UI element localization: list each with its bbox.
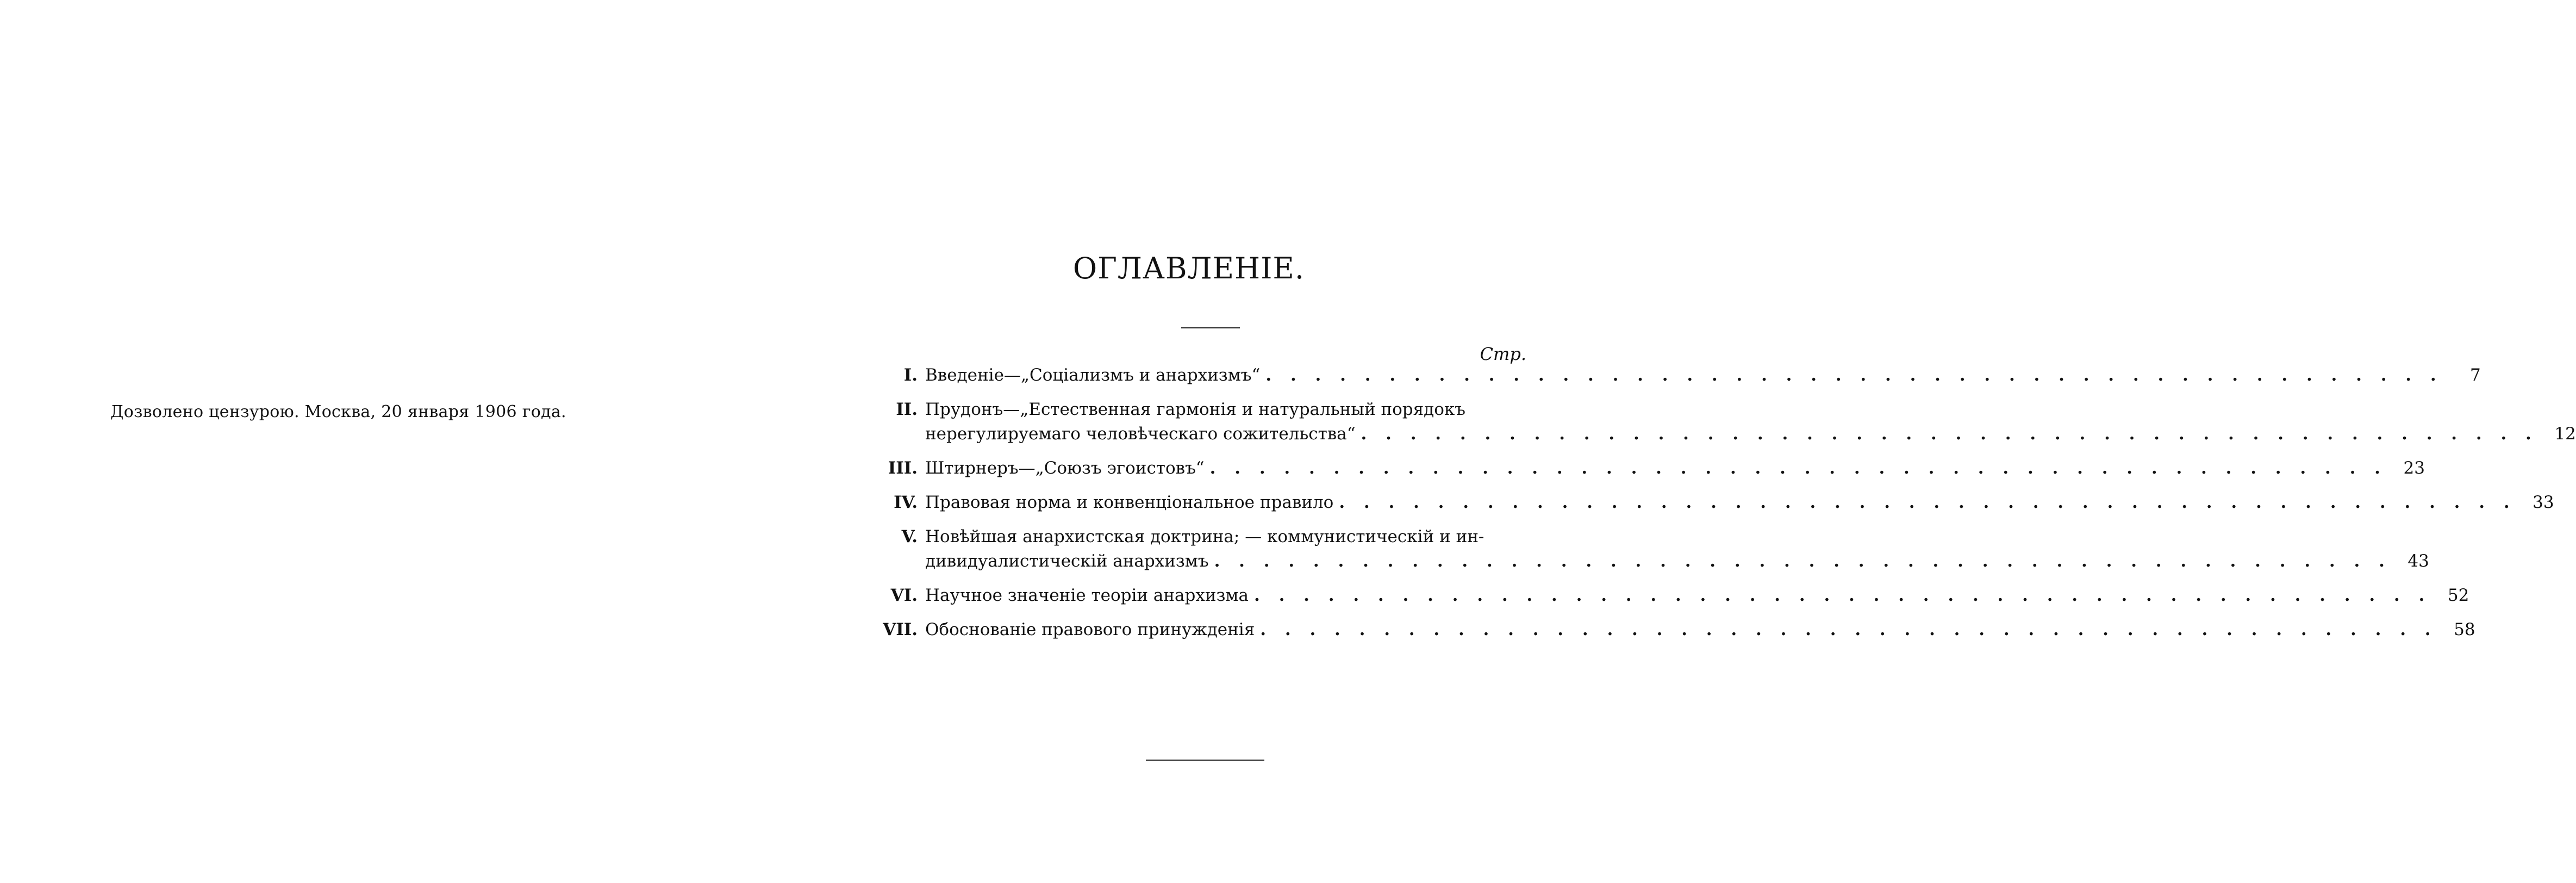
dot-leader	[1254, 583, 2431, 608]
bottom-divider	[1146, 760, 1264, 761]
chapter-title-line: нерегулируемаго человѣческаго сожительства“	[925, 424, 1356, 444]
chapter-page-number: 58	[2454, 620, 2475, 639]
chapter-title	[925, 456, 2392, 481]
chapter-page-number: 33	[2533, 493, 2554, 512]
toc-list	[881, 363, 2576, 652]
chapter-number: I.	[903, 365, 918, 385]
dot-leader	[1260, 618, 2437, 642]
dot-leader	[1339, 490, 2516, 515]
chapter-title-line: Введеніе—„Соціализмъ и анархизмъ“	[925, 365, 1261, 385]
chapter-title	[925, 397, 2543, 446]
chapter-title	[925, 583, 2436, 608]
chapter-number: VII.	[883, 620, 918, 639]
chapter-title-line: Новѣйшая анархистская доктрина; — коммунистическій и ин-	[925, 527, 1485, 546]
chapter-number: VI.	[890, 586, 918, 605]
chapter-number: III.	[888, 458, 918, 478]
chapter-title-line: Штирнеръ—„Союзъ эгоистовъ“	[925, 458, 1205, 478]
toc-title: ОГЛАВЛЕНІЕ.	[1072, 251, 1305, 285]
dot-leader	[1210, 456, 2387, 481]
toc-entry	[881, 456, 2425, 481]
chapter-page-number: 43	[2407, 551, 2429, 571]
chapter-title	[925, 618, 2443, 642]
censorship-note: Дозволено цензурою. Москва, 20 января 1906 года.	[110, 402, 566, 421]
dot-leader	[1265, 363, 2442, 388]
table-of-contents-page	[881, 0, 2576, 883]
chapter-title	[925, 363, 2448, 388]
chapter-page-number: 12	[2554, 424, 2576, 444]
chapter-page-number: 7	[2469, 365, 2481, 385]
chapter-title	[925, 490, 2522, 515]
toc-entry	[881, 363, 2481, 388]
toc-entry	[881, 618, 2475, 642]
chapter-title-line: дивидуалистическій анархизмъ	[925, 551, 1209, 571]
toc-entry	[881, 490, 2554, 515]
chapter-title-line: Прудонъ—„Естественная гармонія и натуральный порядокъ	[925, 400, 1466, 419]
toc-entry	[881, 397, 2576, 446]
chapter-number: II.	[896, 400, 918, 419]
page-column-header: Стр.	[1480, 344, 1526, 364]
chapter-number: IV.	[894, 493, 918, 512]
toc-entry	[881, 525, 2429, 574]
chapter-page-number: 23	[2403, 458, 2425, 478]
dot-leader	[1361, 422, 2538, 446]
chapter-page-number: 52	[2447, 586, 2469, 605]
chapter-title	[925, 525, 2397, 574]
chapter-title-line: Обоснованіе правового принужденія	[925, 620, 1255, 639]
chapter-title-line: Научное значеніе теоріи анархизма	[925, 586, 1249, 605]
dot-leader	[1214, 549, 2391, 574]
title-divider	[1181, 327, 1240, 328]
chapter-title-line: Правовая норма и конвенціональное правило	[925, 493, 1334, 512]
toc-entry	[881, 583, 2469, 608]
chapter-number: V.	[901, 527, 918, 546]
